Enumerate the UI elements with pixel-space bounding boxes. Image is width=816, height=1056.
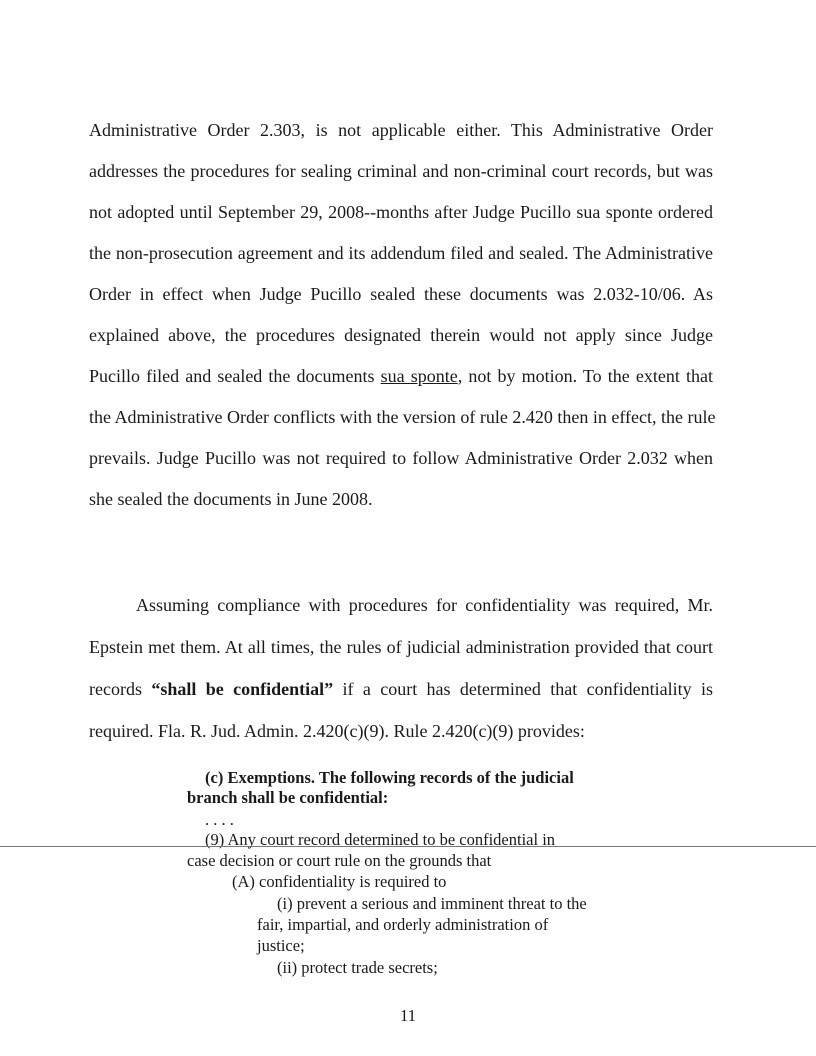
text-line: required. Fla. R. Jud. Admin. 2.420(c)(9). Rule 2.420(c)(9) provides: [89, 721, 585, 741]
text-run: Pucillo filed and sealed the documents [89, 366, 381, 386]
page-number: 11 [399, 1006, 417, 1025]
quote-ellipsis: . . . . [205, 810, 234, 829]
text-line: explained above, the procedures designated therein would not apply since Judge [89, 325, 713, 345]
text-line: not adopted until September 29, 2008--months after Judge Pucillo sua sponte ordered [89, 202, 713, 222]
quote-line: (i) prevent a serious and imminent threat to the [277, 894, 587, 913]
sua-sponte-underlined: sua sponte [380, 366, 458, 386]
text-line [89, 365, 713, 387]
text-run: records [89, 679, 152, 699]
text-line: Assuming compliance with procedures for confidentiality was required, Mr. [136, 595, 713, 615]
text-run: if a court has determined that confidentiality is [333, 679, 713, 699]
quote-line: (9) Any court record determined to be confidential in [205, 830, 556, 849]
text-line: prevails. Judge Pucillo was not required to follow Administrative Order 2.032 when [89, 448, 713, 468]
text-line: addresses the procedures for sealing criminal and non-criminal court records, but was [89, 161, 713, 181]
text-line: she sealed the documents in June 2008. [89, 489, 373, 509]
quote-line: (ii) protect trade secrets; [277, 958, 438, 977]
quote-heading: (c) Exemptions. The following records of the judicial [205, 768, 574, 787]
shall-be-confidential-bold: “shall be confidential” [151, 679, 334, 699]
text-line: Administrative Order 2.303, is not applicable either. This Administrative Order [89, 120, 713, 140]
quote-line: fair, impartial, and orderly administration of [257, 915, 549, 934]
quote-heading: branch shall be confidential: [187, 788, 389, 807]
text-line: the Administrative Order conflicts with the version of rule 2.420 then in effect, the rule [89, 407, 716, 427]
text-line: the non-prosecution agreement and its addendum filed and sealed. The Administrative [89, 243, 713, 263]
quote-line: justice; [257, 936, 305, 955]
horizontal-rule [0, 846, 816, 847]
quote-line: case decision or court rule on the grounds that [187, 851, 492, 870]
text-run: , not by motion. To the extent that [457, 366, 713, 386]
text-line [89, 678, 713, 700]
quote-line: (A) confidentiality is required to [232, 872, 447, 891]
text-line: Order in effect when Judge Pucillo sealed these documents was 2.032-10/06. As [89, 284, 713, 304]
text-line: Epstein met them. At all times, the rules of judicial administration provided that court [89, 637, 713, 657]
